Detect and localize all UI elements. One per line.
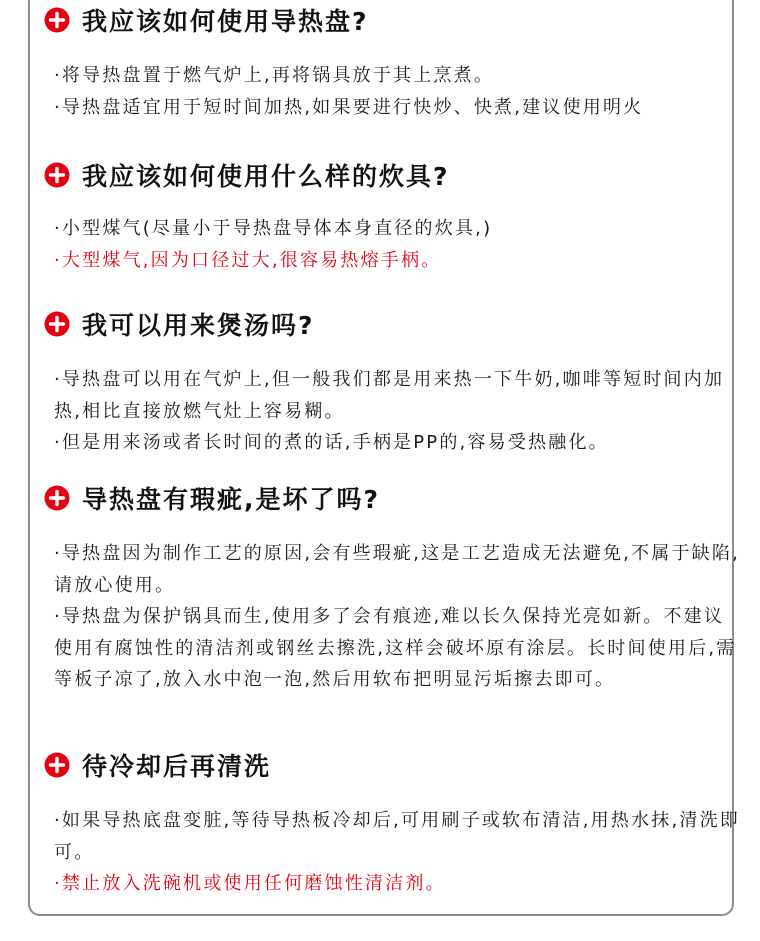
faq-section	[44, 304, 744, 459]
body-text: ·导热盘因为制作工艺的原因,会有些瑕疵,这是工艺造成无法避免,不属于缺陷,请放心使用。	[54, 543, 741, 596]
plus-circle-icon	[44, 485, 70, 511]
warning-text: ·大型煤气,因为口径过大,很容易热熔手柄。	[54, 249, 442, 271]
section-heading	[44, 478, 744, 518]
warning-text: ·禁止放入洗碗机或使用任何磨蚀性清洁剂。	[54, 873, 446, 894]
plus-circle-icon	[44, 162, 70, 188]
faq-section	[44, 745, 744, 900]
section-heading	[44, 745, 744, 785]
body-text: ·如果导热底盘变脏,等待导热板冷却后,可用刷子或软布清洁,用热水抹,清洗即可。	[54, 810, 741, 863]
body-text: ·导热盘可以用在气炉上,但一般我们都是用来热一下牛奶,咖啡等短时间内加热,相比直接放燃气灶上容易糊。	[54, 369, 725, 422]
section-heading-text: 我应该如何使用什么样的炊具?	[82, 162, 450, 191]
section-heading-text: 我应该如何使用导热盘?	[82, 7, 369, 36]
body-text: ·导热盘适宜用于短时间加热,如果要进行快炒、快煮,建议使用明火	[54, 96, 644, 118]
section-heading	[44, 0, 744, 40]
body-text: ·导热盘为保护锅具而生,使用多了会有痕迹,难以长久保持光亮如新。不建议使用有腐蚀性的清洁剂或钢丝去擦洗,这样会破坏原有涂层。长时间使用后,需等板子凉了,放入水中泡一泡,然后用软布把明显污垢擦去即可。	[54, 606, 737, 690]
plus-circle-icon	[44, 7, 70, 33]
section-heading-text: 导热盘有瑕疵,是坏了吗?	[82, 485, 380, 514]
plus-circle-icon	[44, 311, 70, 337]
section-heading	[44, 155, 744, 195]
section-heading-text: 我可以用来煲汤吗?	[82, 311, 315, 340]
section-heading-text: 待冷却后再清洗	[82, 752, 272, 781]
body-text: ·将导热盘置于燃气炉上,再将锅具放于其上烹煮。	[54, 65, 495, 86]
body-text: ·但是用来汤或者长时间的煮的话,手柄是PP的,容易受热融化。	[54, 432, 609, 453]
faq-section	[44, 478, 744, 696]
plus-circle-icon	[44, 752, 70, 778]
faq-section	[44, 155, 744, 276]
faq-section	[44, 0, 744, 123]
body-text: ·小型煤气(尽量小于导热盘导体本身直径的炊具,)	[54, 218, 493, 239]
section-heading	[44, 304, 744, 344]
